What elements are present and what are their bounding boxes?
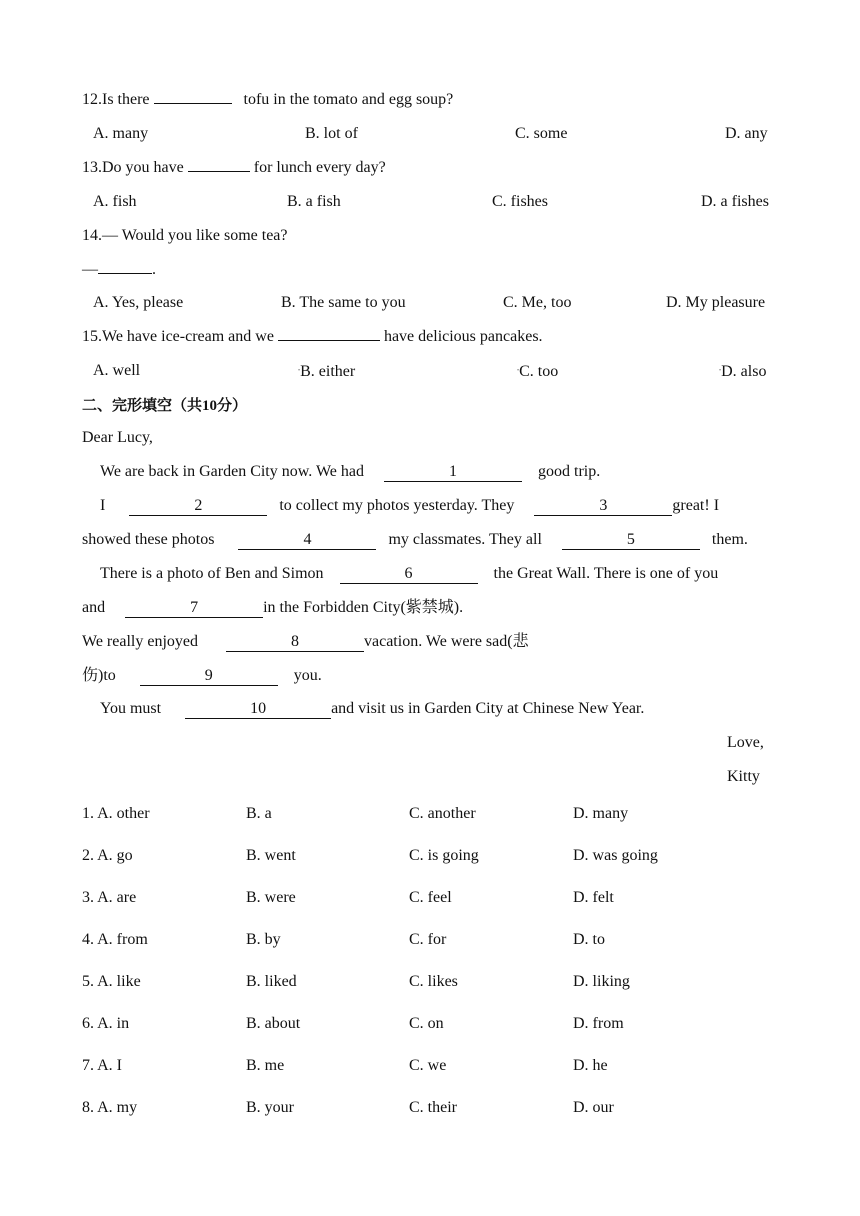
cloze-option: C. likes	[409, 973, 458, 990]
answer-blank[interactable]	[278, 340, 380, 341]
cloze-option: 2. A. go	[82, 847, 133, 864]
cloze-option: 8. A. my	[82, 1099, 138, 1116]
section-heading: 二、完形填空（共10分）	[82, 396, 248, 414]
cloze-option: D. to	[573, 931, 605, 948]
cloze-option: D. felt	[573, 889, 614, 906]
letter-line-6: We really enjoyed 8 vacation. We were sad(悲	[82, 633, 529, 650]
letter-line-7: 伤)to 9 you.	[82, 667, 322, 684]
cloze-option: B. me	[246, 1057, 285, 1074]
option-a: A. fish	[93, 193, 137, 210]
cloze-option: B. your	[246, 1099, 294, 1116]
letter-salutation: Dear Lucy,	[82, 429, 153, 446]
option-d: D. My pleasure	[666, 294, 766, 311]
cloze-option: D. from	[573, 1015, 624, 1032]
option-c: C. Me, too	[503, 294, 572, 311]
cloze-option: C. we	[409, 1057, 447, 1074]
letter-line-1: We are back in Garden City now. We had 1 good trip.	[100, 463, 601, 480]
cloze-option: D. many	[573, 805, 629, 822]
question-12	[82, 90, 453, 110]
option-d: D. a fishes	[701, 193, 769, 210]
cloze-blank-2[interactable]: 2	[129, 497, 267, 516]
cloze-option: 1. A. other	[82, 805, 150, 822]
cloze-blank-3[interactable]: 3	[534, 497, 672, 516]
cloze-option: 7. A. I	[82, 1057, 122, 1074]
question-text: for lunch every day?	[253, 159, 386, 176]
mark-icon: •	[719, 368, 722, 374]
question-text: 12.Is there	[82, 91, 150, 108]
question-14-reply	[82, 260, 156, 280]
cloze-blank-7[interactable]: 7	[125, 599, 263, 618]
option-b: •B. either	[298, 363, 356, 380]
letter-signature: Kitty	[727, 768, 760, 785]
cloze-option: C. for	[409, 931, 447, 948]
cloze-option: C. their	[409, 1099, 457, 1116]
cloze-option: D. was going	[573, 847, 658, 864]
cloze-blank-5[interactable]: 5	[562, 531, 700, 550]
cloze-option: 6. A. in	[82, 1015, 130, 1032]
option-a: A. Yes, please	[93, 294, 184, 311]
cloze-blank-6[interactable]: 6	[340, 565, 478, 584]
cloze-option: 3. A. are	[82, 889, 137, 906]
cloze-blank-1[interactable]: 1	[384, 463, 522, 482]
letter-line-4: There is a photo of Ben and Simon 6 the Great Wall. There is one of you	[100, 565, 719, 582]
cloze-blank-9[interactable]: 9	[140, 667, 278, 686]
answer-blank[interactable]	[188, 171, 250, 172]
cloze-blank-8[interactable]: 8	[226, 633, 364, 652]
cloze-option: D. liking	[573, 973, 630, 990]
cloze-option: B. were	[246, 889, 296, 906]
option-c: C. fishes	[492, 193, 548, 210]
letter-line-2: I 2 to collect my photos yesterday. They 3 great! I	[100, 497, 720, 514]
option-d: •D. also	[719, 363, 767, 380]
cloze-option: D. he	[573, 1057, 608, 1074]
question-13	[82, 158, 386, 178]
cloze-option: C. another	[409, 805, 476, 822]
question-text: 15.We have ice-cream and we	[82, 328, 274, 345]
letter-line-5: and 7 in the Forbidden City(紫禁城).	[82, 599, 464, 616]
option-c: •C. too	[517, 363, 559, 380]
cloze-option: 5. A. like	[82, 973, 141, 990]
option-b: B. a fish	[287, 193, 341, 210]
period: .	[152, 261, 156, 278]
option-b: B. lot of	[305, 125, 358, 142]
letter-closing: Love,	[727, 734, 764, 751]
option-a: A. many	[93, 125, 149, 142]
cloze-option: B. a	[246, 805, 272, 822]
option-b: B. The same to you	[281, 294, 406, 311]
option-a: A. well	[93, 362, 141, 379]
letter-line-3: showed these photos 4 my classmates. They all 5 them.	[82, 531, 748, 548]
cloze-option: B. about	[246, 1015, 301, 1032]
option-d: D. any	[725, 125, 768, 142]
cloze-option: B. went	[246, 847, 296, 864]
question-15	[82, 327, 543, 347]
cloze-option: B. liked	[246, 973, 297, 990]
question-text: tofu in the tomato and egg soup?	[243, 91, 454, 108]
cloze-option: C. on	[409, 1015, 444, 1032]
cloze-option: D. our	[573, 1099, 614, 1116]
question-14: 14.— Would you like some tea?	[82, 227, 288, 244]
question-text: have delicious pancakes.	[383, 328, 543, 345]
answer-blank[interactable]	[154, 103, 232, 104]
option-c: C. some	[515, 125, 568, 142]
question-text: 13.Do you have	[82, 159, 184, 176]
mark-icon: •	[517, 368, 520, 374]
letter-line-8: You must 10 and visit us in Garden City at Chinese New Year.	[100, 700, 645, 717]
answer-blank[interactable]	[98, 273, 152, 274]
mark-icon: •	[298, 368, 301, 374]
dash: —	[82, 261, 98, 278]
cloze-blank-10[interactable]: 10	[185, 700, 331, 719]
cloze-option: C. feel	[409, 889, 452, 906]
cloze-option: 4. A. from	[82, 931, 148, 948]
cloze-blank-4[interactable]: 4	[238, 531, 376, 550]
cloze-option: C. is going	[409, 847, 479, 864]
cloze-option: B. by	[246, 931, 281, 948]
